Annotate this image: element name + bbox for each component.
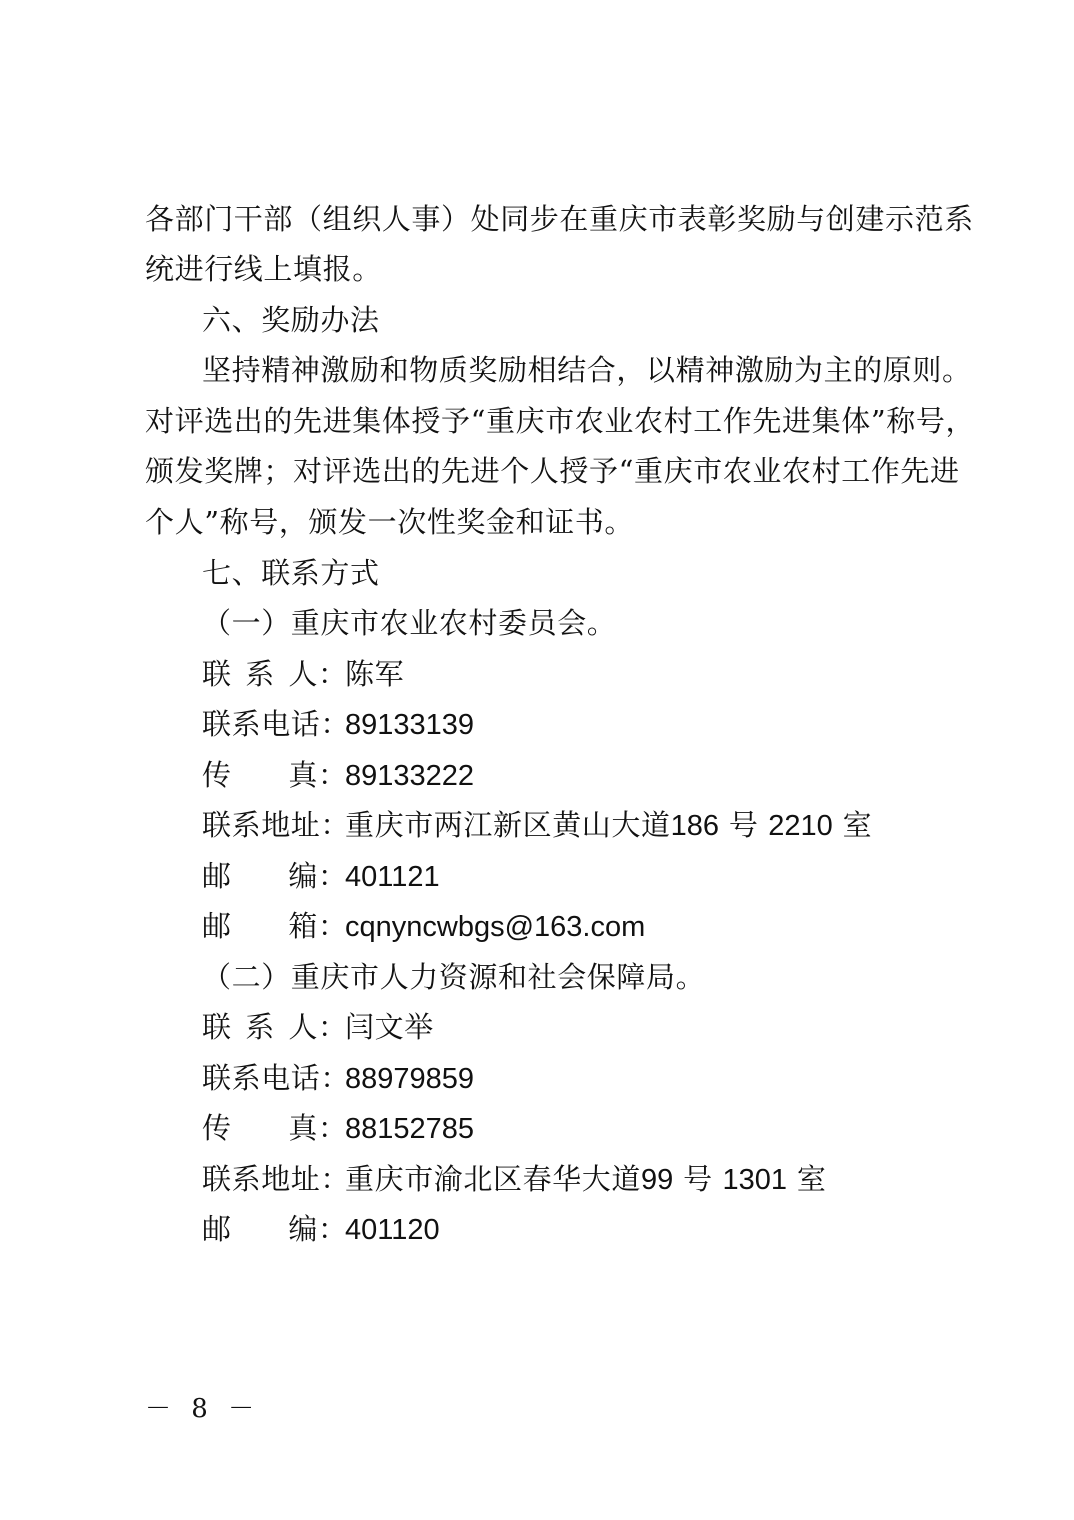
- contact-person-value: 闫文举: [345, 1010, 434, 1044]
- paragraph-line: 颁发奖牌；对评选出的先进个人授予“重庆市农业农村工作先进: [145, 454, 960, 488]
- contact-fax-label: 传 真 ：: [202, 1111, 348, 1145]
- contact-phone-label: 联系电话：: [202, 707, 351, 741]
- contact-person-label: 联 系 人 ：: [202, 1010, 348, 1044]
- paragraph-line: 个人”称号，颁发一次性奖金和证书。: [145, 505, 635, 539]
- contact-address-label: 联系地址：: [202, 808, 351, 842]
- contact-zip-value: 401121: [345, 861, 440, 893]
- contact-person-row: [202, 657, 404, 691]
- contact-phone-value: 88979859: [345, 1063, 475, 1095]
- contact-fax-value: 88152785: [345, 1113, 475, 1145]
- contact-phone-value: 89133139: [345, 709, 475, 741]
- contact-email-label: 邮 箱 ：: [202, 909, 348, 943]
- contact-zip-row: [202, 859, 440, 894]
- contact-fax-value: 89133222: [345, 760, 475, 792]
- contact-address-value: 重庆市渝北区春华大道99 号 1301 室: [345, 1162, 827, 1196]
- paragraph-line: 对评选出的先进集体授予“重庆市农业农村工作先进集体”称号，: [145, 404, 976, 438]
- contact-person-value: 陈军: [345, 657, 405, 691]
- contact-address-value: 重庆市两江新区黄山大道186 号 2210 室: [345, 808, 873, 842]
- contact-phone-row: [202, 707, 474, 742]
- contact-fax-row: [202, 758, 474, 793]
- contact-phone-label: 联系电话：: [202, 1061, 351, 1095]
- contact-fax-row: [202, 1111, 474, 1146]
- contact-heading: （一）重庆市农业农村委员会。: [202, 606, 617, 640]
- contact-phone-row: [202, 1061, 474, 1096]
- page-number: － 8 －: [145, 1394, 261, 1424]
- contact-person-label: 联 系 人 ：: [202, 657, 348, 691]
- contact-email-row: [202, 909, 645, 944]
- section-heading: 七、联系方式: [202, 556, 380, 590]
- contact-heading: （二）重庆市人力资源和社会保障局。: [202, 960, 706, 994]
- contact-email-value: cqnyncwbgs@163.com: [345, 911, 646, 943]
- contact-fax-label: 传 真 ：: [202, 758, 348, 792]
- contact-zip-value: 401120: [345, 1214, 440, 1246]
- contact-address-row: [202, 808, 872, 843]
- paragraph-line: 各部门干部（组织人事）处同步在重庆市表彰奖励与创建示范系: [145, 202, 974, 236]
- contact-address-row: [202, 1162, 827, 1197]
- paragraph-line: 统进行线上填报。: [145, 252, 382, 286]
- paragraph-line: 坚持精神激励和物质奖励相结合，以精神激励为主的原则。: [202, 353, 972, 387]
- section-heading: 六、奖励办法: [202, 303, 380, 337]
- contact-address-label: 联系地址：: [202, 1162, 351, 1196]
- contact-zip-label: 邮 编 ：: [202, 1212, 348, 1246]
- contact-person-row: [202, 1010, 434, 1044]
- contact-zip-row: [202, 1212, 440, 1247]
- contact-zip-label: 邮 编 ：: [202, 859, 348, 893]
